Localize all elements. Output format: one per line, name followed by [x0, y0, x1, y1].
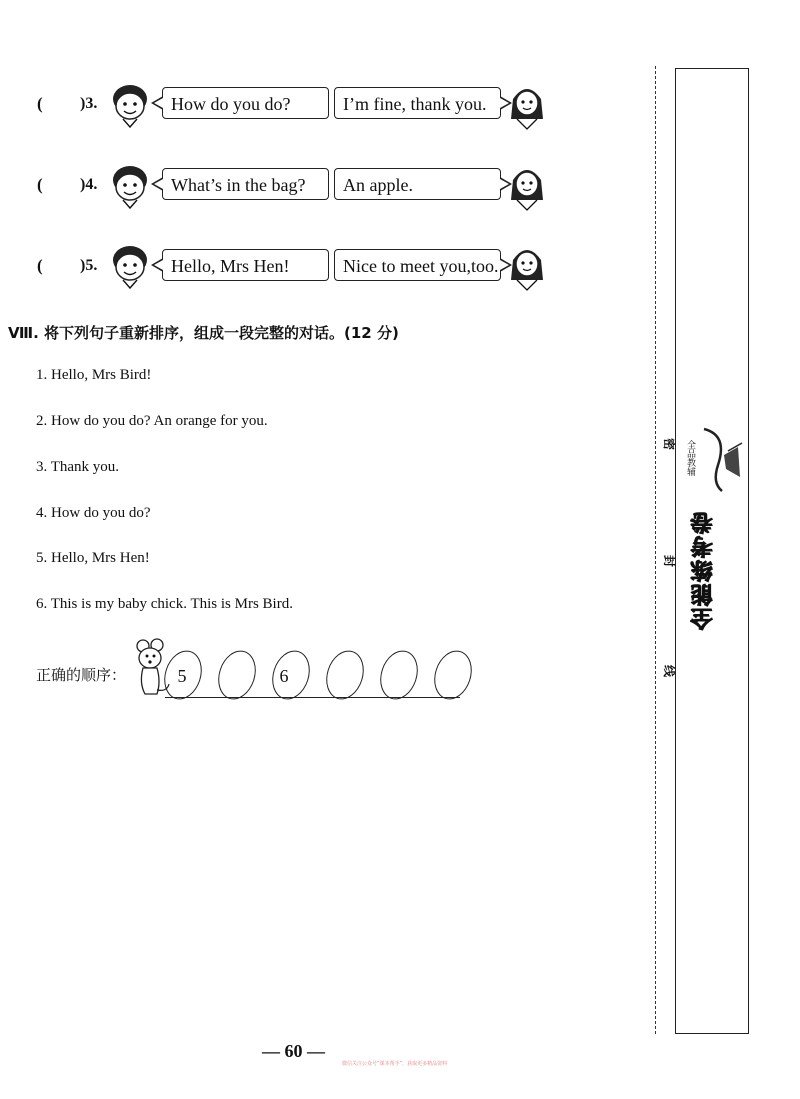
section-title: Ⅷ. 将下列句子重新排序，组成一段完整的对话。(12 分) — [8, 324, 399, 342]
answer-paren[interactable]: ( — [37, 175, 43, 194]
speech-bubble-question: Hello, Mrs Hen! — [162, 249, 329, 281]
speech-bubble-answer: An apple. — [334, 168, 501, 200]
speech-bubble-question: What’s in the bag? — [162, 168, 329, 200]
sentence-item: 2. How do you do? An orange for you. — [36, 413, 268, 429]
answer-label: 正确的顺序： — [36, 666, 127, 684]
sentence-item: 3. Thank you. — [36, 459, 120, 475]
brand-small-text: 全品教辅 — [685, 440, 695, 476]
question-number: )4. — [80, 176, 98, 193]
boy-illustration — [106, 160, 154, 212]
boy-illustration — [106, 240, 154, 292]
sentence-item: 6. This is my baby chick. This is Mrs Bird. — [36, 596, 293, 612]
speech-bubble-answer: I’m fine, thank you. — [334, 87, 501, 119]
answer-oval-6[interactable] — [428, 646, 478, 705]
question-number: )5. — [80, 257, 98, 274]
answer-paren[interactable]: ( — [37, 256, 43, 275]
answer-oval-5[interactable] — [374, 646, 424, 705]
brand-title: 全能练考卷 — [691, 510, 716, 630]
page-number: — 60 — — [262, 1041, 325, 1061]
seal-label: 封 — [663, 553, 676, 568]
girl-illustration — [505, 240, 549, 292]
sentence-item: 4. How do you do? — [36, 505, 151, 521]
brand-logo-icon — [698, 425, 744, 495]
boy-illustration — [106, 79, 154, 131]
answer-oval-4[interactable] — [320, 646, 370, 705]
seal-label: 线 — [663, 663, 676, 678]
girl-illustration — [505, 160, 549, 212]
sentence-item: 1. Hello, Mrs Bird! — [36, 367, 152, 383]
answer-paren[interactable]: ( — [37, 94, 43, 113]
answer-oval-2[interactable] — [212, 646, 262, 705]
answer-oval-text: 5 — [177, 666, 187, 686]
girl-illustration — [505, 79, 549, 131]
speech-bubble-answer: Nice to meet you,too. — [334, 249, 501, 281]
footer-note: 微信关注公众号“课本帮手”，获取更多精品资料 — [342, 1061, 448, 1067]
answer-oval-text: 6 — [279, 666, 289, 686]
binding-line — [655, 66, 656, 1034]
sentence-item: 5. Hello, Mrs Hen! — [36, 550, 150, 566]
speech-bubble-question: How do you do? — [162, 87, 329, 119]
answer-baseline — [165, 697, 460, 698]
seal-label: 密 — [663, 436, 676, 451]
question-number: )3. — [80, 95, 98, 112]
